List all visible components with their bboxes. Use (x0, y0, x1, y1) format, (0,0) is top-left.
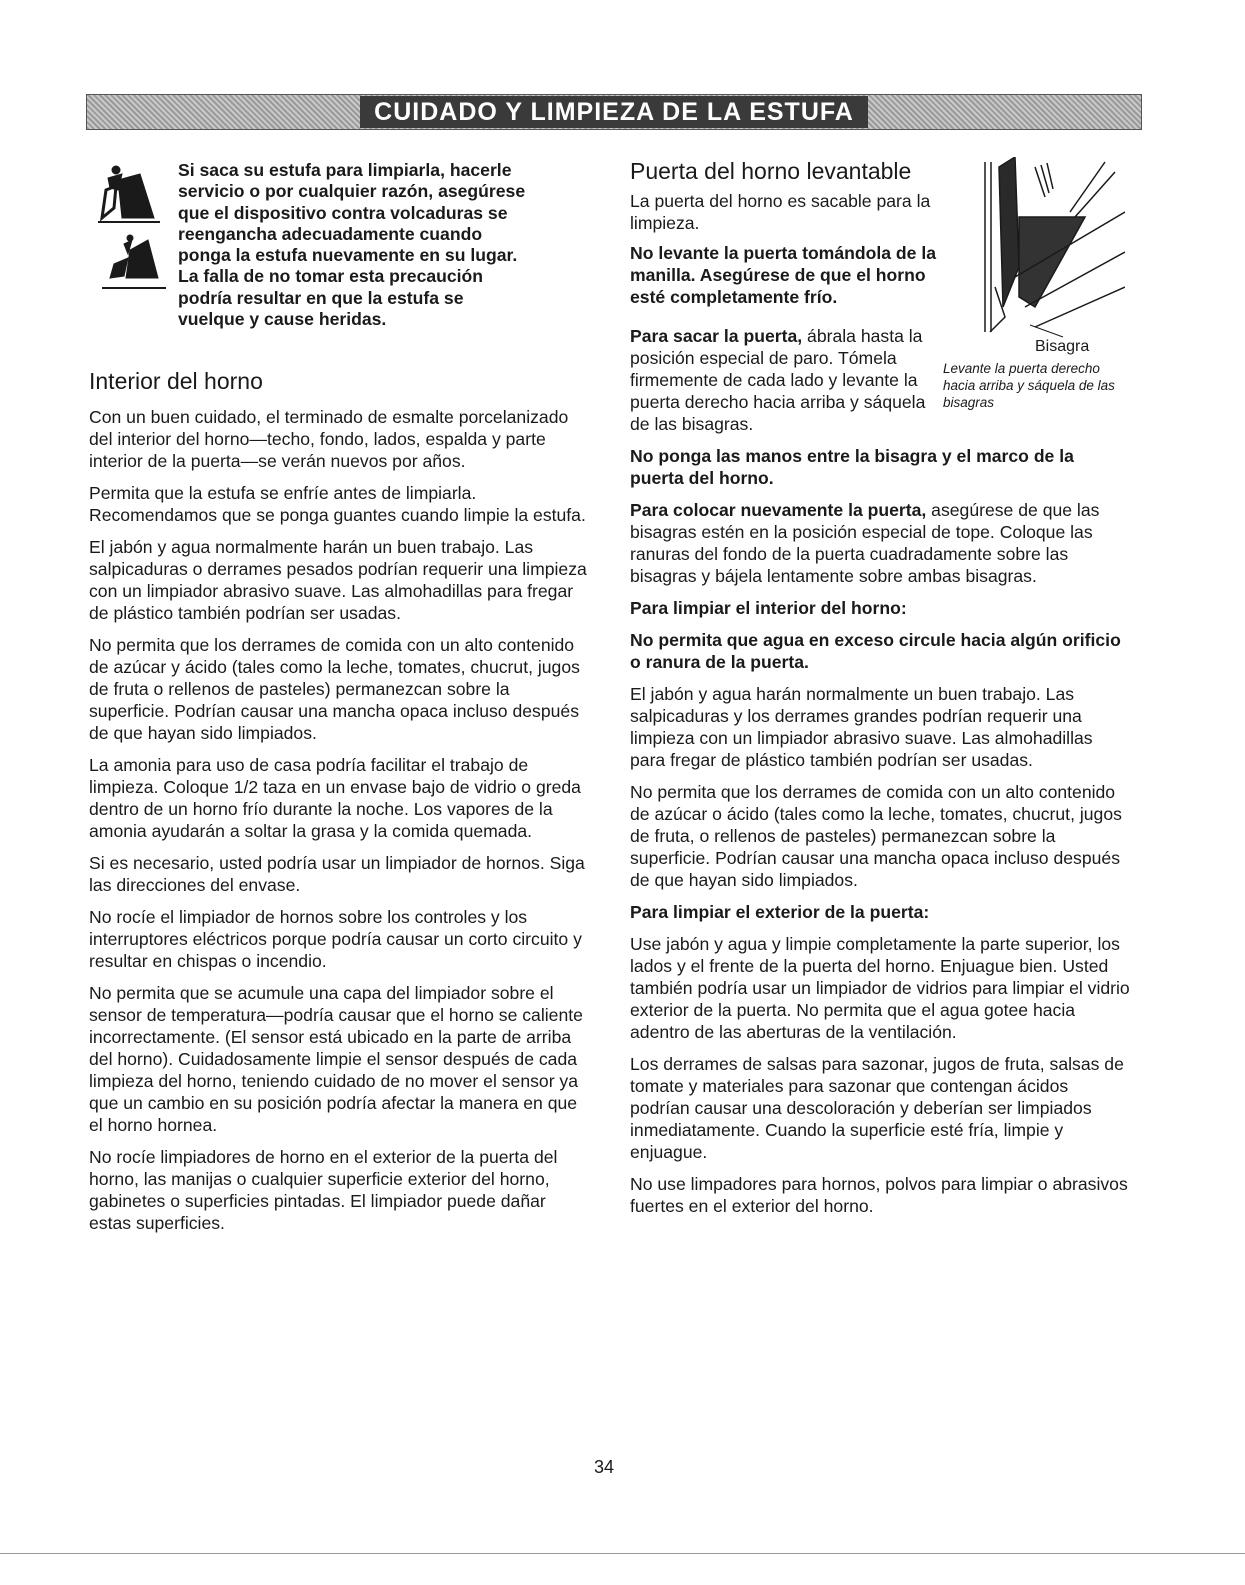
door-intro: La puerta del horno es sacable para la limpieza. (630, 191, 931, 233)
tip-over-warning (178, 160, 578, 330)
tip-over-warning-icon (88, 160, 168, 300)
replace-door-text: asegúrese de que las bisagras estén en la posición especial de tope. Coloque las ranuras del fondo de la puerta cuadradamente sobre las bisagras y bájela lentamente sobre ambas bisagras. (630, 500, 1100, 586)
door-hinge-illustration (975, 157, 1125, 342)
paragraph: Los derrames de salsas para sazonar, jugos de fruta, salsas de tomate y materiales para sazonar que contengan ácidos podrían causar una descoloración y deberían ser limpiados inmediatamente. Cuando la superficie esté fría, limpie y enjuague. (630, 1054, 1124, 1162)
remove-door-text: ábrala hasta la posición especial de paro. Tómela firmemente de cada lado y levante la puerta derecho hacia arriba y sáquela de las bisagras. (630, 326, 926, 434)
warning-line: podría resultar en que la estufa se (178, 287, 464, 308)
warning-line: reengancha adecuadamente cuando (178, 223, 483, 244)
paragraph: Permita que la estufa se enfríe antes de limpiarla. Recomendamos que se ponga guantes cuando limpie la estufa. (89, 483, 586, 525)
warning-line: que el dispositivo contra volcaduras se (178, 202, 508, 223)
bottom-rule (0, 1553, 1245, 1554)
paragraph: No rocíe el limpiador de hornos sobre los controles y los interruptores eléctricos porque podría causar un corto circuito y resultar en chispas o incendio. (89, 907, 582, 971)
paragraph: Use jabón y agua y limpie completamente la parte superior, los lados y el frente de la puerta del horno. Enjuague bien. Usted también podría usar un limpiador de vidrios para limpiar el vidrio exterior de la puerta. No permita que el agua gotee hacia adentro de las aberturas de la ventilación. (630, 934, 1130, 1042)
page-number: 34 (594, 1457, 615, 1477)
warning-line: Si saca su estufa para limpiarla, hacerle (178, 160, 512, 180)
hands-warning: No ponga las manos entre la bisagra y el marco de la puerta del horno. (630, 446, 1074, 488)
remove-door-instructions (630, 325, 930, 435)
warning-line: vuelque y cause heridas. (178, 309, 387, 330)
door-section (630, 325, 1130, 1227)
clean-interior-warning: No permita que agua en exceso circule hacia algún orificio o ranura de la puerta. (630, 630, 1121, 672)
hinge-label: Bisagra (1035, 338, 1090, 355)
clean-exterior-heading: Para limpiar el exterior de la puerta: (630, 902, 930, 922)
section-banner (86, 94, 1142, 130)
paragraph: No permita que se acumule una capa del limpiador sobre el sensor de temperatura—podría causar que el horno se caliente incorrectamente. (El sensor está ubicado en la parte de arriba del horno). Cuidadosamente limpie el sensor después de cada limpieza del horno, teniendo cuidado de no mover el sensor ya que un cambio en su posición podría afectar la manera en que el horno hornea. (89, 983, 583, 1135)
paragraph: El jabón y agua harán normalmente un buen trabajo. Las salpicaduras y los derrames grandes podrían requerir una limpieza con un limpiador abrasivo suave. Las almohadillas para fregar de plástico también podrían ser usadas. (630, 684, 1093, 770)
warning-line: La falla de no tomar esta precaución (178, 266, 484, 287)
paragraph: No rocíe limpiadores de horno en el exterior de la puerta del horno, las manijas o cualquier superficie exterior del horno, gabinetes o superficies pintadas. El limpiador puede dañar estas superficies. (89, 1147, 558, 1233)
paragraph: El jabón y agua normalmente harán un buen trabajo. Las salpicaduras o derrames pesados podrían requerir una limpieza con un limpiador abrasivo suave. Las almohadillas para fregar de plástico también podrían ser usadas. (89, 537, 587, 623)
remove-door-label: Para sacar la puerta, (630, 326, 803, 346)
paragraph: No permita que los derrames de comida con un alto contenido de azúcar y ácido (tales como la leche, tomates, chucrut, jugos de fruta o rellenos de pasteles) permanezcan sobre la superficie. Podrían causar una mancha opaca incluso después de que hayan sido limpiados. (89, 635, 580, 743)
door-heading: Puerta del horno levantable (630, 158, 912, 184)
clean-interior-heading: Para limpiar el interior del horno: (630, 598, 907, 618)
door-handle-warning: No levante la puerta tomándola de la manilla. Asegúrese de que el horno esté completamente frío. (630, 243, 937, 307)
page-title: CUIDADO Y LIMPIEZA DE LA ESTUFA (360, 96, 868, 128)
interior-section (89, 370, 589, 1244)
warning-line: ponga la estufa nuevamente en su lugar. (178, 245, 518, 266)
paragraph: La amonia para uso de casa podría facilitar el trabajo de limpieza. Coloque 1/2 taza en un envase bajo de vidrio o greda dentro de un horno frío durante la noche. Los vapores de la amonia ayudarán a soltar la grasa y la comida quemada. (89, 755, 581, 841)
paragraph: No use limpadores para hornos, polvos para limpiar o abrasivos fuertes en el exterior del horno. (630, 1174, 1128, 1216)
paragraph: Si es necesario, usted podría usar un limpiador de hornos. Siga las direcciones del envase. (89, 853, 585, 895)
replace-door-label: Para colocar nuevamente la puerta, (630, 500, 927, 520)
paragraph: Con un buen cuidado, el terminado de esmalte porcelanizado del interior del horno—techo, fondo, lados, espalda y parte interior de la puerta—se verán nuevos por años. (89, 407, 569, 471)
paragraph: No permita que los derrames de comida con un alto contenido de azúcar o ácido (tales como la leche, tomates, chucrut, jugos de fruta, o rellenos de pasteles) permanezcan sobre la superficie. Podrían causar una mancha opaca incluso después de que hayan sido limpiados. (630, 782, 1122, 890)
warning-line: servicio o por cualquier razón, asegúrese (178, 181, 526, 202)
replace-door-instructions (630, 499, 1130, 587)
figure-caption: Levante la puerta derecho hacia arriba y sáquela de las bisagras (943, 361, 1115, 410)
door-section-header (630, 160, 950, 316)
interior-heading: Interior del horno (89, 368, 263, 394)
